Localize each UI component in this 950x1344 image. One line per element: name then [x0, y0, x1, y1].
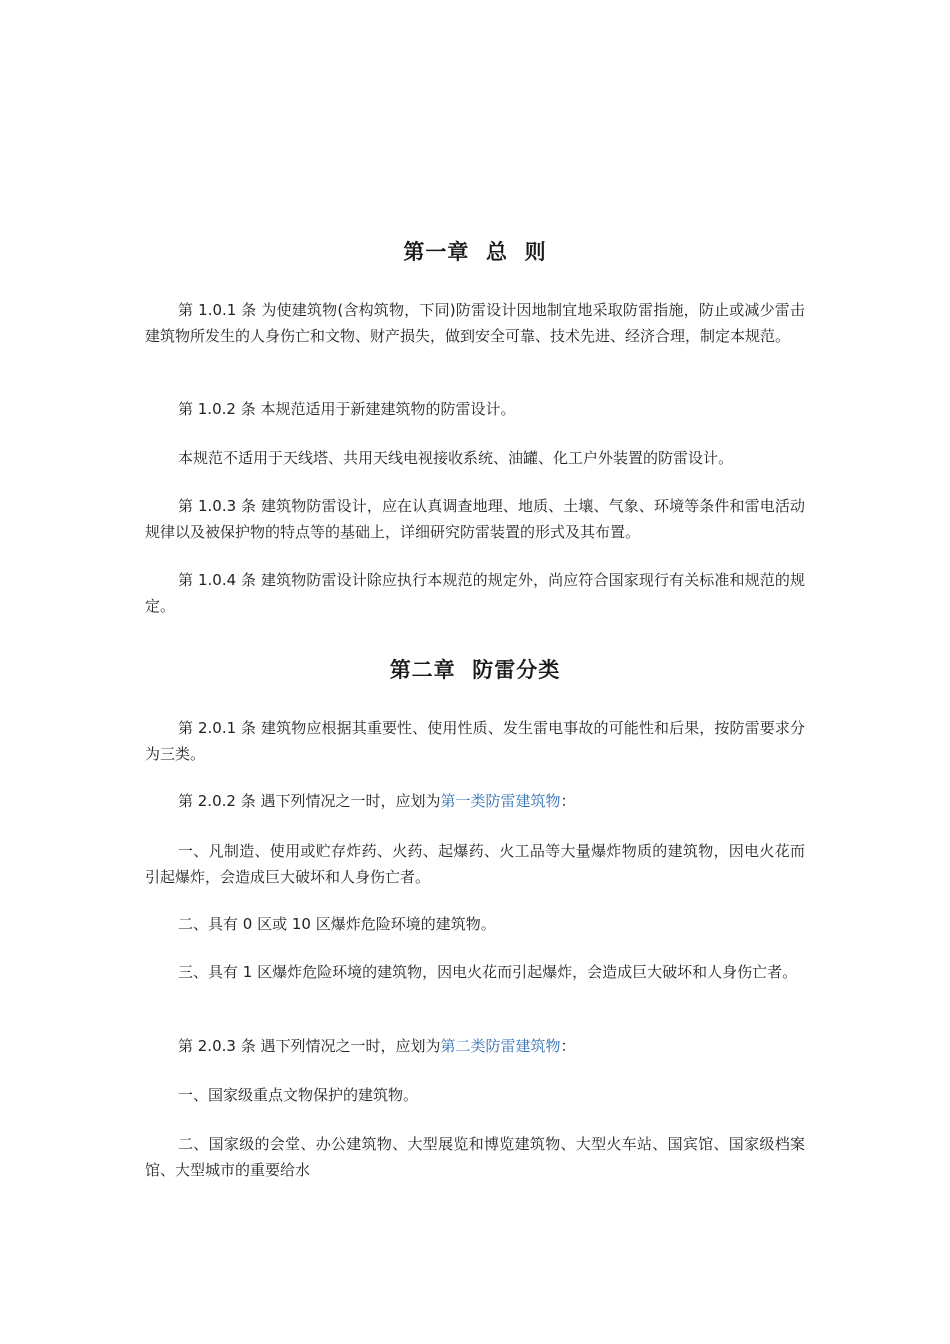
class-2-item-2: 二、国家级的会堂、办公建筑物、大型展览和博览建筑物、大型火车站、国宾馆、国家级档案馆、大型城市的重要给水: [145, 1135, 805, 1179]
class-1-lightning-protection-link[interactable]: 第一类防雷建筑物: [440, 792, 561, 810]
article-2-0-2: [145, 788, 805, 814]
article-2-0-2-suffix: ：: [560, 792, 576, 810]
article-2-0-2-prefix: 第 2.0.2 条 遇下列情况之一时，应划为: [178, 792, 441, 810]
article-1-0-1: 第 1.0.1 条 为使建筑物(含构筑物，下同)防雷设计因地制宜地采取防雷指施，防止或减少雷击建筑物所发生的人身伤亡和文物、财产损失，做到安全可靠、技术先进、经济合理，制定本规范。: [145, 301, 805, 345]
chapter-2-title: 第二章 防雷分类: [389, 658, 561, 682]
article-1-0-4: 第 1.0.4 条 建筑物防雷设计除应执行本规范的规定外，尚应符合国家现行有关标准和规范的规定。: [145, 571, 805, 615]
article-2-0-3-prefix: 第 2.0.3 条 遇下列情况之一时，应划为: [178, 1037, 441, 1055]
article-2-0-1: 第 2.0.1 条 建筑物应根据其重要性、使用性质、发生雷电事故的可能性和后果，按防雷要求分为三类。: [145, 719, 805, 763]
chapter-1-title: 第一章 总 则: [403, 240, 547, 264]
article-1-0-2: 第 1.0.2 条 本规范适用于新建建筑物的防雷设计。: [178, 400, 516, 418]
class-1-item-3: 三、具有 1 区爆炸危险环境的建筑物，因电火花而引起爆炸，会造成巨大破坏和人身伤亡者。: [178, 963, 798, 981]
article-2-0-3: [145, 1033, 805, 1059]
article-1-0-3: 第 1.0.3 条 建筑物防雷设计，应在认真调查地理、地质、土壤、气象、环境等条件和雷电活动规律以及被保护物的特点等的基础上，详细研究防雷装置的形式及其布置。: [145, 497, 805, 541]
class-1-item-2: 二、具有 0 区或 10 区爆炸危险环境的建筑物。: [178, 915, 496, 933]
class-2-lightning-protection-link[interactable]: 第二类防雷建筑物: [440, 1037, 561, 1055]
article-1-0-2-note: 本规范不适用于天线塔、共用天线电视接收系统、油罐、化工户外装置的防雷设计。: [178, 449, 734, 467]
class-1-item-1: 一、凡制造、使用或贮存炸药、火药、起爆药、火工品等大量爆炸物质的建筑物，因电火花而引起爆炸，会造成巨大破坏和人身伤亡者。: [145, 842, 805, 886]
article-2-0-3-suffix: ：: [560, 1037, 576, 1055]
class-2-item-1: 一、国家级重点文物保护的建筑物。: [178, 1086, 419, 1104]
